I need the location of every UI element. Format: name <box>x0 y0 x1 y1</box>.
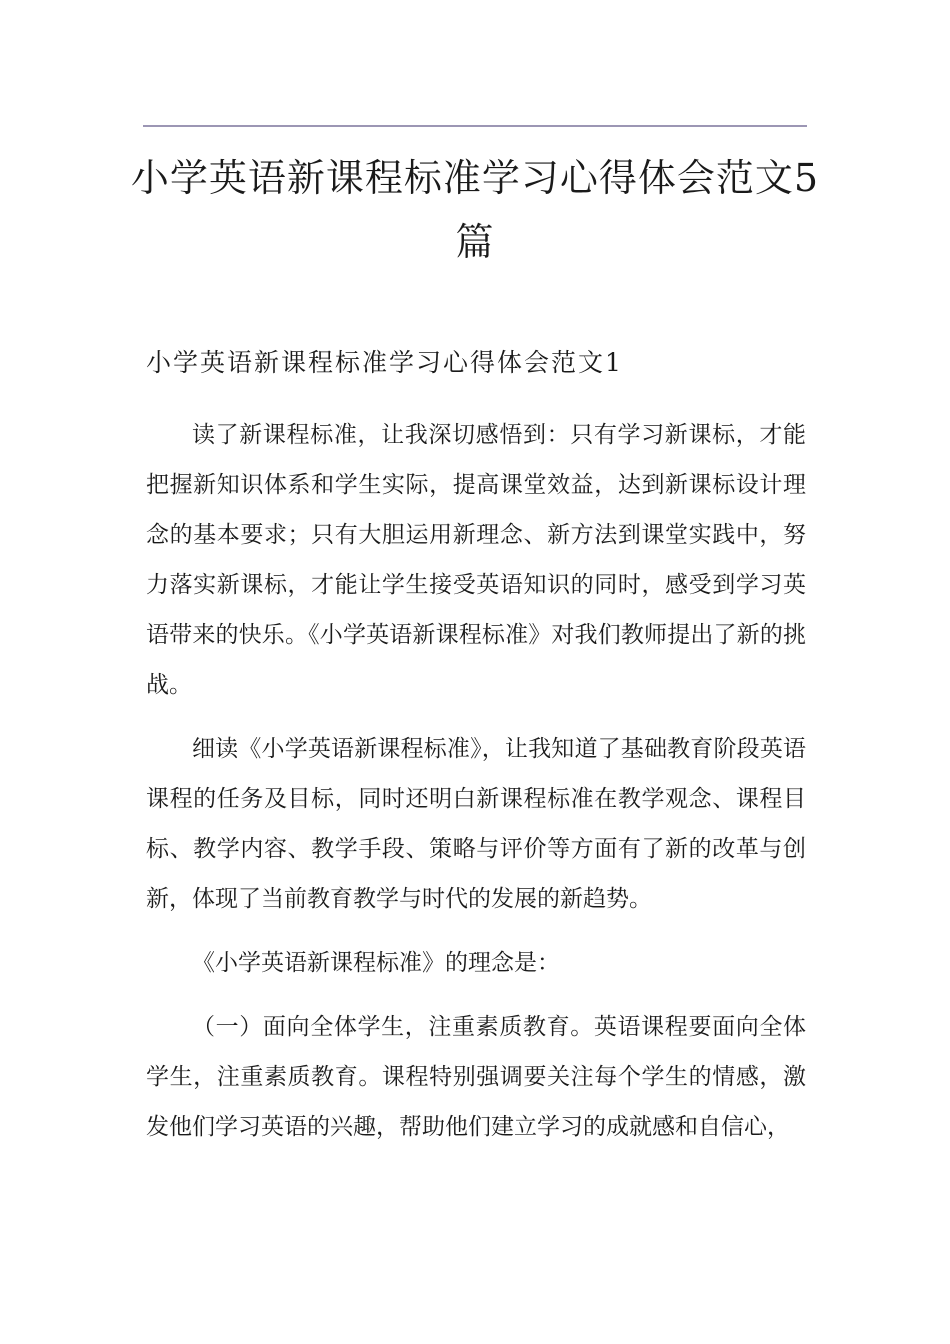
paragraph: （一）面向全体学生，注重素质教育。英语课程要面向全体学生，注重素质教育。课程特别强调要关注每个学生的情感，激发他们学习英语的兴趣，帮助他们建立学习的成就感和自信心， <box>146 1014 806 1140</box>
document-body <box>146 410 806 1152</box>
paragraph: 《小学英语新课程标准》的理念是： <box>192 950 560 976</box>
paragraph: 读了新课程标准，让我深切感悟到：只有学习新课标，才能把握新知识体系和学生实际，提高课堂效益，达到新课标设计理念的基本要求；只有大胆运用新理念、新方法到课堂实践中，努力落实新课标，才能让学生接受英语知识的同时，感受到学习英语带来的快乐。《小学英语新课程标准》对我们教师提出了新的挑战。 <box>146 422 806 698</box>
section-heading: 小学英语新课程标准学习心得体会范文1 <box>146 348 623 377</box>
header-rule <box>143 125 807 127</box>
paragraph: 细读《小学英语新课程标准》，让我知道了基础教育阶段英语课程的任务及目标，同时还明白新课程标准在教学观念、课程目标、教学内容、教学手段、策略与评价等方面有了新的改革与创新，体现了当前教育教学与时代的发展的新趋势。 <box>146 736 806 912</box>
document-title: 小学英语新课程标准学习心得体会范文5篇 <box>130 156 820 264</box>
